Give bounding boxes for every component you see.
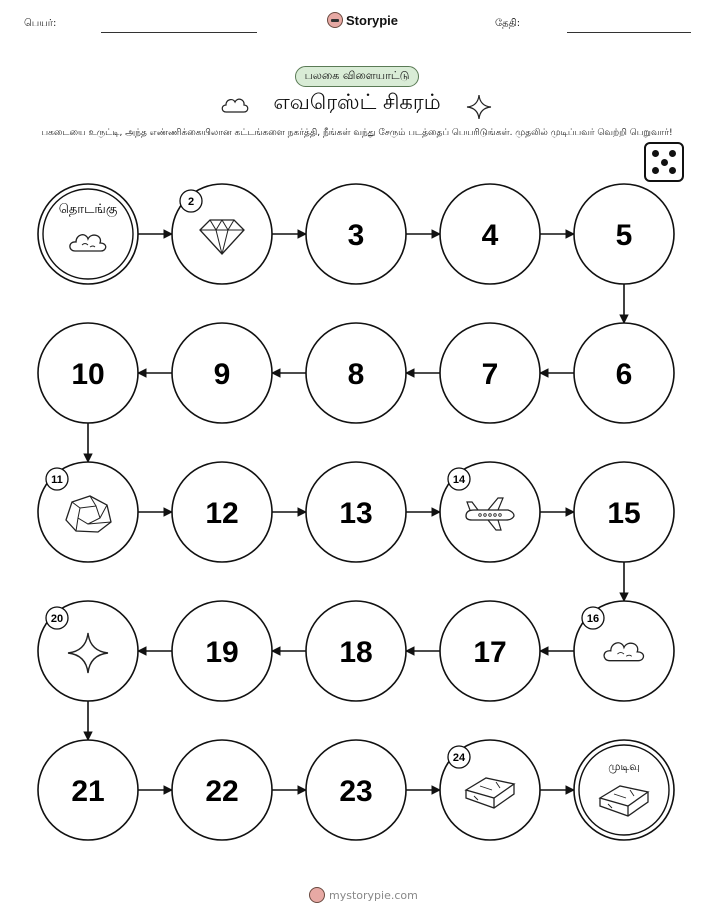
space-number: 8 xyxy=(347,358,365,391)
space-number: 13 xyxy=(339,497,373,530)
finish-label: முடிவு xyxy=(608,760,640,773)
space-number: 23 xyxy=(339,775,373,808)
space-circle xyxy=(574,740,674,840)
space-number: 14 xyxy=(452,474,466,486)
board-space-13[interactable] xyxy=(306,462,406,562)
board-space-10[interactable] xyxy=(38,323,138,423)
space-number: 2 xyxy=(187,196,195,208)
board-space-14[interactable] xyxy=(440,462,540,562)
board-space-4[interactable] xyxy=(440,184,540,284)
space-number: 18 xyxy=(339,636,373,669)
board-space-22[interactable] xyxy=(172,740,272,840)
space-number: 10 xyxy=(71,358,105,391)
board-space-20[interactable] xyxy=(38,601,138,701)
board-space-6[interactable] xyxy=(574,323,674,423)
board-space-9[interactable] xyxy=(172,323,272,423)
space-number: 12 xyxy=(205,497,239,530)
space-number: 3 xyxy=(347,219,365,252)
space-number: 4 xyxy=(481,219,499,252)
footer xyxy=(309,887,418,903)
board-space-24[interactable] xyxy=(440,740,540,840)
space-number: 21 xyxy=(71,775,105,808)
board-space-18[interactable] xyxy=(306,601,406,701)
space-number: 16 xyxy=(586,613,600,625)
board-space-8[interactable] xyxy=(306,323,406,423)
board-space-21[interactable] xyxy=(38,740,138,840)
board-space-17[interactable] xyxy=(440,601,540,701)
board-space-19[interactable] xyxy=(172,601,272,701)
space-number: 19 xyxy=(205,636,239,669)
page-title: எவரெஸ்ட் சிகரம் xyxy=(273,90,441,114)
board-space-12[interactable] xyxy=(172,462,272,562)
space-number: 11 xyxy=(51,474,63,486)
space-number: 24 xyxy=(452,752,466,764)
board-space-2[interactable] xyxy=(172,184,272,284)
board-space-3[interactable] xyxy=(306,184,406,284)
board-space-15[interactable] xyxy=(574,462,674,562)
board-space-16[interactable] xyxy=(574,601,674,701)
space-number: 15 xyxy=(607,497,641,530)
space-number: 5 xyxy=(615,219,633,252)
space-number: 7 xyxy=(481,358,499,391)
start-label: தொடங்கு xyxy=(58,202,118,217)
brand-name: Storypie xyxy=(346,12,399,28)
instructions: பகடையை உருட்டி, அந்த எண்ணிக்கையிலான கட்டங்களை நகர்த்தி, நீங்கள் வந்து சேரும் படத்தைப் பெயரிடுங்கள். முதலில் முடிப்பவர் வெற்றி பெறுவார்! xyxy=(41,128,673,138)
board-space-7[interactable] xyxy=(440,323,540,423)
space-circle xyxy=(38,184,138,284)
start-space[interactable] xyxy=(38,184,138,284)
finish-space[interactable] xyxy=(574,740,674,840)
storypie-logo-icon xyxy=(309,887,325,903)
board-game-tag: பலகை விளையாட்டு xyxy=(295,66,419,87)
space-number: 20 xyxy=(50,613,64,625)
board-space-11[interactable] xyxy=(38,462,138,562)
space-number: 22 xyxy=(205,775,239,808)
footer-url[interactable]: mystorypie.com xyxy=(329,888,418,902)
date-label: தேதி: xyxy=(495,18,521,29)
space-number: 9 xyxy=(213,358,231,391)
board-space-23[interactable] xyxy=(306,740,406,840)
space-number: 17 xyxy=(473,636,507,669)
board-space-5[interactable] xyxy=(574,184,674,284)
space-number: 6 xyxy=(615,358,633,391)
name-label: பெயர்: xyxy=(24,18,57,29)
